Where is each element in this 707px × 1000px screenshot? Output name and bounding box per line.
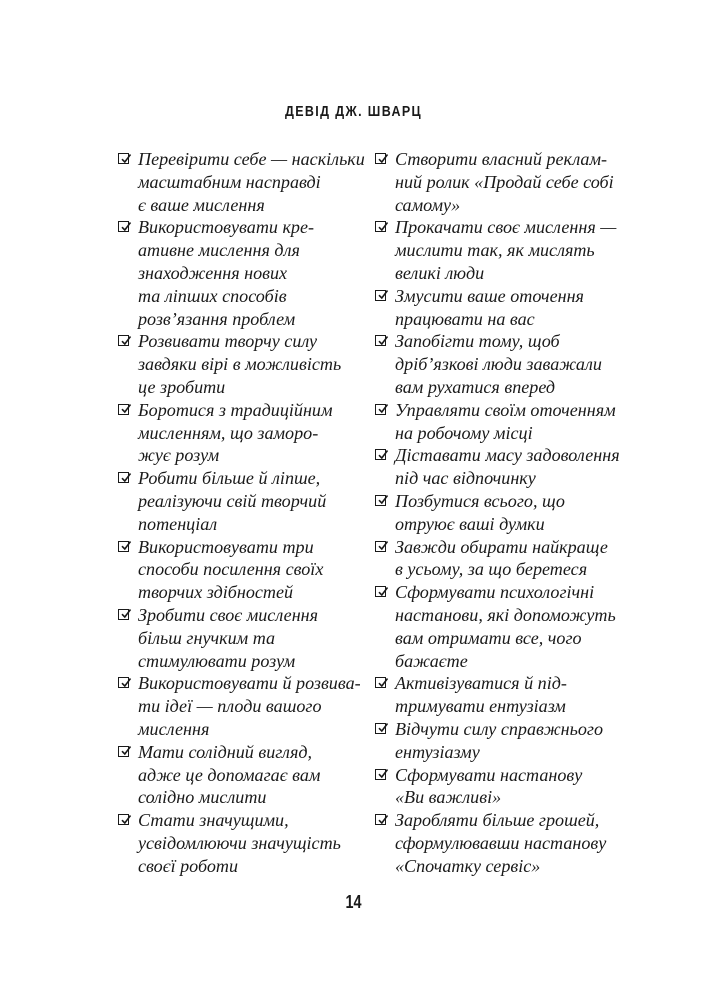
checklist-item — [375, 764, 640, 810]
checked-box-icon — [375, 221, 386, 232]
checklist-item — [375, 672, 640, 718]
checklist-item-text-line: завдяки вірі в можливість — [138, 354, 342, 375]
checklist-item-text-line: Розвивати творчу силу — [138, 331, 318, 352]
checklist-item-text-line: Створити власний реклам- — [395, 149, 608, 169]
checklist-item-text-line: великі люди — [395, 262, 485, 283]
checklist-item — [118, 536, 388, 604]
checklist-item-text-line: Стати значущими, — [138, 810, 289, 831]
checklist-item-text-line: Активізуватися й під- — [395, 673, 567, 694]
checklist-item-text-line: усвідомлюючи значущість — [138, 832, 341, 853]
checked-box-icon — [118, 677, 129, 688]
checklist-item-text-line: солідно мислити — [138, 787, 267, 808]
checklist-item-text-line: Прокачати своє мислення — — [395, 217, 617, 238]
checklist-item — [118, 672, 388, 740]
checklist-item — [118, 216, 388, 330]
checklist-item — [118, 148, 388, 216]
checklist-item-text-line: вам рухатися вперед — [395, 376, 556, 397]
checked-box-icon — [375, 541, 386, 552]
checked-box-icon — [118, 153, 129, 164]
checklist-item-text-line: своєї роботи — [138, 855, 239, 876]
checklist-item-text-line: отруює ваші думки — [395, 513, 545, 534]
checklist-item-text-line: бажаєте — [395, 650, 468, 671]
checklist-item — [118, 467, 388, 535]
checklist-item — [375, 216, 640, 284]
checklist-item-text-line: в усьому, за що беретеся — [395, 559, 588, 580]
checked-box-icon — [375, 769, 386, 780]
checklist-item — [118, 399, 388, 467]
checklist-item-text-line: стимулювати розум — [138, 650, 296, 671]
checklist-item-text-line: працювати на вас — [395, 308, 535, 329]
checklist-item-text-line: жує розум — [138, 445, 220, 466]
checklist-item-text-line: реалізуючи свій творчий — [138, 490, 327, 511]
checked-box-icon — [375, 814, 386, 825]
checklist-item — [375, 330, 640, 398]
checklist-item-text-line: самому» — [395, 194, 461, 215]
checklist-item — [118, 741, 388, 809]
running-head: ДЕВІД ДЖ. ШВАРЦ — [284, 104, 423, 120]
checklist-item-text-line: ний ролик «Продай себе собі — [395, 171, 614, 192]
checked-box-icon — [375, 153, 386, 164]
checklist-item-text-line: ентузіазму — [395, 741, 480, 762]
checked-box-icon — [118, 472, 129, 483]
checked-box-icon — [118, 221, 129, 232]
checklist-item-text-line: на робочому місці — [395, 422, 533, 443]
checklist-item — [118, 809, 388, 877]
checklist-item — [118, 604, 388, 672]
checklist-item-text-line: масштабним насправді — [138, 171, 321, 192]
checklist-item-text-line: мисленням, що заморо- — [138, 422, 319, 443]
checklist-item-text-line: Використовувати й розвива- — [138, 673, 361, 694]
checklist-item-text-line: Боротися з традиційним — [138, 399, 333, 420]
checklist-item-text-line: Позбутися всього, що — [395, 490, 565, 511]
checklist-item-text-line: більш гнучким та — [138, 627, 276, 648]
checklist-item-text-line: настанови, які допоможуть — [395, 604, 616, 625]
checked-box-icon — [375, 586, 386, 597]
checklist-item — [375, 285, 640, 331]
checklist-item — [375, 490, 640, 536]
checklist-item-text-line: «Спочатку сервіс» — [395, 855, 541, 876]
checklist-item-text-line: адже це допомагає вам — [138, 764, 321, 785]
checked-box-icon — [118, 746, 129, 757]
checklist-item-text-line: Управляти своїм оточенням — [395, 399, 616, 420]
checked-box-icon — [375, 404, 386, 415]
checklist-item-text-line: Зробити своє мислення — [138, 604, 319, 625]
checked-box-icon — [118, 814, 129, 825]
checklist-item-text-line: Діставати масу задоволення — [395, 445, 620, 466]
checklist-item — [375, 581, 640, 672]
checklist-item-text-line: ативне мислення для — [138, 240, 300, 261]
checklist-item-text-line: це зробити — [138, 376, 226, 397]
checked-box-icon — [118, 335, 129, 346]
checked-box-icon — [118, 404, 129, 415]
checklist-item-text-line: сформулювавши настанову — [395, 832, 607, 853]
checked-box-icon — [375, 290, 386, 301]
checklist-item-text-line: дріб’язкові люди заважали — [395, 354, 602, 375]
checked-box-icon — [375, 677, 386, 688]
checked-box-icon — [375, 449, 386, 460]
checklist-item-text-line: під час відпочинку — [395, 468, 536, 489]
checklist-item-text-line: Сформувати психологічні — [395, 582, 595, 603]
checklist-item-text-line: мислення — [138, 718, 210, 739]
checklist-item-text-line: мислити так, як мислять — [395, 240, 595, 261]
checklist-item-text-line: Використовувати кре- — [138, 217, 315, 238]
checklist-item-text-line: «Ви важливі» — [395, 787, 502, 808]
checklist-item-text-line: Відчути силу справжнього — [395, 718, 604, 739]
checklist-item — [118, 330, 388, 398]
page-number: 14 — [345, 892, 362, 912]
checklist-item — [375, 536, 640, 582]
left-checklist — [118, 148, 388, 878]
checklist-item-text-line: Перевірити себе — наскільки — [138, 149, 365, 169]
checklist-item-text-line: Змусити ваше оточення — [395, 285, 584, 306]
checklist-item-text-line: Мати солідний вигляд, — [138, 741, 313, 762]
checklist-item-text-line: та ліпших способів — [138, 285, 287, 306]
checked-box-icon — [375, 723, 386, 734]
checklist-item-text-line: способи посилення своїх — [138, 559, 324, 580]
checked-box-icon — [375, 335, 386, 346]
checklist-item-text-line: знаходження нових — [138, 262, 288, 283]
checklist-item-text-line: Завжди обирати найкраще — [395, 536, 608, 557]
checklist-item-text-line: ти ідеї — плоди вашого — [138, 696, 322, 717]
checklist-item — [375, 809, 640, 877]
checklist-item — [375, 399, 640, 445]
right-checklist — [375, 148, 640, 878]
checklist-item-text-line: вам отримати все, чого — [395, 627, 582, 648]
checked-box-icon — [118, 541, 129, 552]
checklist-item — [375, 718, 640, 764]
checklist-item-text-line: Використовувати три — [138, 536, 314, 557]
checklist-item — [375, 444, 640, 490]
checklist-item — [375, 148, 640, 216]
checklist-item-text-line: є ваше мислення — [138, 194, 265, 215]
checklist-item-text-line: Запобігти тому, щоб — [395, 331, 560, 352]
checked-box-icon — [375, 495, 386, 506]
checklist-item-text-line: розв’язання проблем — [138, 308, 296, 329]
checklist-item-text-line: тримувати ентузіазм — [395, 696, 566, 717]
checklist-item-text-line: Сформувати настанову — [395, 764, 583, 785]
checklist-item-text-line: творчих здібностей — [138, 582, 294, 603]
checklist-item-text-line: Заробляти більше грошей, — [395, 810, 600, 831]
checklist-item-text-line: Робити більше й ліпше, — [138, 468, 321, 489]
checked-box-icon — [118, 609, 129, 620]
checklist-item-text-line: потенціал — [138, 513, 218, 534]
